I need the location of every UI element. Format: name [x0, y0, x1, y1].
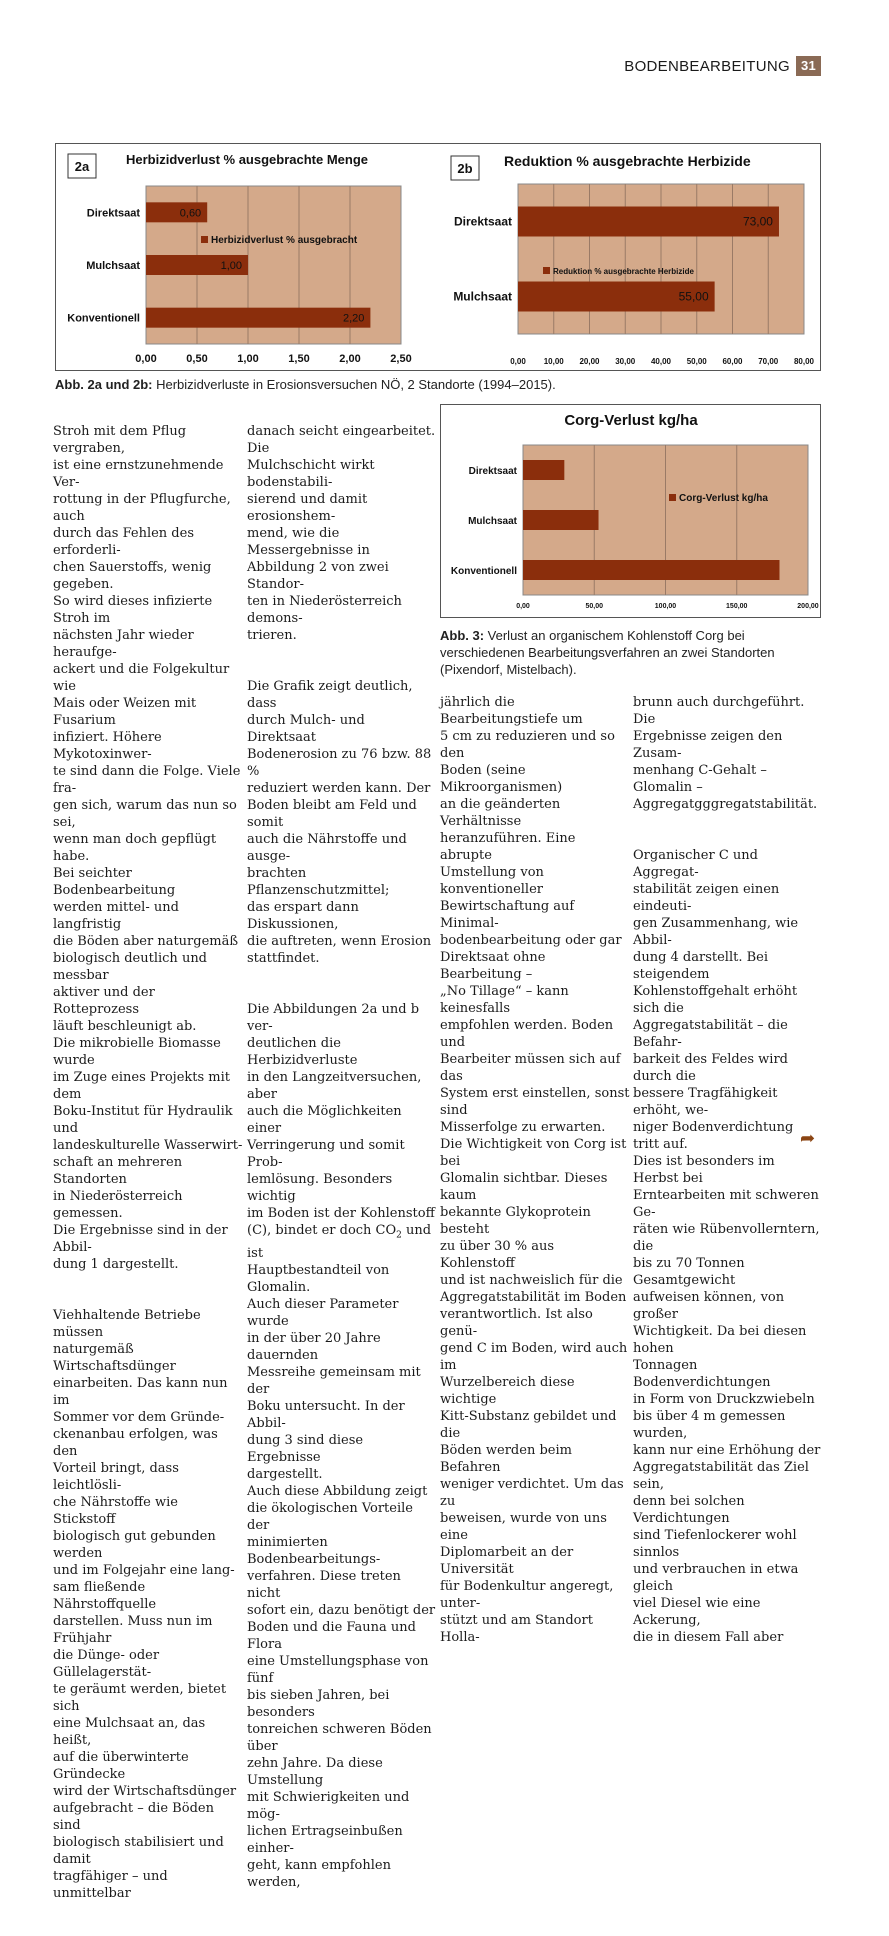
- y-category-label: Direktsaat: [86, 207, 140, 220]
- x-tick-label: 70,00: [758, 357, 779, 366]
- x-tick-label: 2,00: [339, 353, 361, 365]
- figure-3-box: [440, 404, 821, 618]
- x-tick-label: 30,00: [615, 357, 636, 366]
- x-tick-label: 200,00: [797, 603, 819, 610]
- paragraph: Organischer C und Aggregat- stabilität zeigen einen eindeuti- gen Zusammenhang, wie Abbil- dung 4 darstellt. Bei steigendem Kohlenstoffgehalt erhöht sich die Aggregatstabilität – die Befahr- barkeit des Feldes wird durch die bessere Tragfähigkeit erhöht, we- niger Bodenverdichtung tritt auf. Dies ist besonders im Herbst bei Erntearbeiten mit schweren Ge- räten wie Rübenvollerntern, die bis zu 70 Tonnen Gesamtgewicht aufweisen können, von großer Wichtigkeit. Da bei diesen hohen Tonnagen Bodenverdichtungen in Form von Druckzwiebeln bis über 4 m gemessen wurden, kann nur eine Erhöhung der Aggregatstabilität das Ziel sein, denn bei solchen Verdichtungen sind Tiefenlockerer wohl sinnlos und verbrauchen in etwa gleich viel Diesel wie eine Ackerung, die in diesem Fall aber: [633, 848, 821, 1645]
- legend-label: Herbizidverlust % ausgebracht: [211, 235, 358, 246]
- data-label: 1,00: [220, 260, 242, 272]
- bar: [523, 460, 564, 480]
- figure-3-caption-label: Abb. 3:: [440, 628, 485, 643]
- text-column-3: [440, 677, 630, 1680]
- x-tick-label: 1,50: [288, 353, 310, 365]
- y-category-label: Direktsaat: [453, 214, 512, 229]
- text-column-2: [247, 406, 437, 1925]
- figure-tag: 2b: [457, 161, 473, 176]
- paragraph: Die Grafik zeigt deutlich, dass durch Mulch- und Direktsaat Bodenerosion zu 76 bzw. 88 % reduziert werden kann. Der Boden bleibt am Feld und somit auch die Nährstoffe und ausge- brachten Pflanzenschutzmittel; das erspart dann Diskussionen, die auftreten, wenn Erosion stattfindet.: [247, 679, 432, 966]
- x-tick-label: 50,00: [686, 357, 707, 366]
- text-column-1: [53, 406, 243, 1936]
- subscript: 2: [396, 1230, 402, 1241]
- legend-label: Corg-Verlust kg/ha: [679, 493, 768, 504]
- paragraph: Stroh mit dem Pflug vergraben, ist eine ernstzunehmende Ver- rottung in der Pflugfurche, auch durch das Fehlen des erforderli- chen Sauerstoffs, wenig gegeben. So wird dieses infizierte Stroh im nächsten Jahr wieder heraufge- ackert und die Folgekultur wie Mais oder Weizen mit Fusarium infiziert. Höhere Mykotoxinwer- te sind dann die Folge. Viele fra- gen sich, warum das nun so sei, wenn man doch gepflügt habe. Bei seichter Bodenbearbeitung werden mittel- und langfristig die Böden aber naturgemäß biologisch deutlich und messbar aktiver und der Rotteprozess läuft beschleunigt ab. Die mikrobielle Biomasse wurde im Zuge eines Projekts mit dem Boku-Institut für Hydraulik und landeskulturelle Wasserwirt- schaft an mehreren Standorten in Niederösterreich gemessen. Die Ergebnisse sind in der Abbil- dung 1 dargestellt.: [53, 424, 243, 1272]
- x-tick-label: 40,00: [650, 357, 672, 366]
- chart-title: Herbizidverlust % ausgebrachte Menge: [126, 152, 369, 167]
- x-tick-label: 1,00: [237, 353, 259, 365]
- x-tick-label: 0,00: [135, 353, 157, 365]
- figure-2-caption-text: Herbizidverluste in Erosionsversuchen NÖ, 2 Standorte (1994–2015).: [152, 377, 556, 392]
- data-label: 0,60: [179, 207, 202, 220]
- y-category-label: Mulchsaat: [453, 289, 512, 304]
- x-tick-label: 50,00: [585, 603, 604, 610]
- bar: [518, 207, 779, 237]
- y-category-label: Konventionell: [67, 312, 140, 325]
- page-number: 31: [796, 56, 821, 76]
- x-tick-label: 0,00: [516, 603, 530, 610]
- section-title: BODENBEARBEITUNG: [624, 57, 790, 75]
- legend-swatch: [201, 236, 208, 243]
- chart-title: Corg-Verlust kg/ha: [564, 412, 698, 429]
- figure-2-box: [55, 143, 821, 371]
- y-category-label: Direktsaat: [468, 466, 517, 477]
- paragraph: jährlich die Bearbeitungstiefe um 5 cm zu reduzieren und so den Boden (seine Mikroorganismen) an die geänderten Verhältnisse heranzuführen. Eine abrupte Umstellung von konventioneller Bewirtschaftung auf Minimal- bodenbearbeitung oder gar Direktsaat ohne Bearbeitung – „No Tillage“ – kann keinesfalls empfohlen werden. Boden und Bearbeiter müssen sich auf das System erst einstellen, sonst sind Misserfolge zu erwarten. Die Wichtigkeit von Corg ist bei Glomalin sichtbar. Dieses kaum bekannte Glykoprotein besteht zu über 30 % aus Kohlenstoff und ist nachweislich für die Aggregatstabilität im Boden verantwortlich. Ist also genü- gend C im Boden, wird auch im Wurzelbereich diese wichtige Kitt-Substanz gebildet und die Böden werden beim Befahren weniger verdichtet. Um das zu beweisen, wurde von uns eine Diplomarbeit an der Universität für Bodenkultur angeregt, unter- stützt und am Standort Holla-: [440, 695, 630, 1645]
- paragraph: Viehhaltende Betriebe müssen naturgemäß Wirtschaftsdünger einarbeiten. Das kann nun im Sommer vor dem Gründe- ckenanbau erfolgen, was den Vorteil bringt, dass leichtlösli- che Nährstoffe wie Stickstoff biologisch gut gebunden werden und im Folgejahr eine lang- sam fließende Nährstoffquelle darstellen. Muss nun im Frühjahr die Dünge- oder Güllelagerstät- te geräumt werden, bietet sich eine Mulchsaat an, das heißt, auf die überwinterte Gründecke wird der Wirtschaftsdünger aufgebracht – die Böden sind biologisch stabilisiert und damit tragfähiger – und unmittelbar: [53, 1308, 237, 1901]
- x-tick-label: 80,00: [793, 357, 815, 366]
- page-header: [624, 56, 821, 76]
- paragraph: brunn auch durchgeführt. Die Ergebnisse zeigen den Zusam- menhang C-Gehalt – Glomalin – Aggregatgggregatstabilität.: [633, 695, 818, 812]
- data-label: 73,00: [742, 214, 773, 229]
- bar: [523, 560, 780, 580]
- figure-2-caption: [55, 376, 825, 393]
- arrow-right-icon: ➦: [800, 1128, 816, 1149]
- y-category-label: Mulchsaat: [468, 516, 517, 527]
- figure-2-caption-label: Abb. 2a und 2b:: [55, 377, 153, 392]
- x-tick-label: 150,00: [726, 603, 748, 610]
- x-tick-label: 10,00: [543, 357, 564, 366]
- legend-swatch: [669, 494, 676, 501]
- x-tick-label: 100,00: [654, 603, 677, 610]
- bar: [146, 308, 370, 328]
- x-tick-label: 0,00: [510, 357, 526, 366]
- y-category-label: Konventionell: [450, 566, 517, 577]
- data-label: 55,00: [678, 289, 709, 304]
- x-tick-label: 20,00: [579, 357, 600, 366]
- x-tick-label: 0,50: [186, 353, 208, 365]
- text-column-4: [633, 677, 823, 1680]
- figure-2-charts: [56, 144, 820, 370]
- paragraph: [247, 1001, 437, 1891]
- paragraph: danach seicht eingearbeitet. Die Mulchschicht wirkt bodenstabili- sierend und damit erosionshem- mend, wie die Messergebnisse in Abbildung 2 von zwei Standor- ten in Niederösterreich demons- trieren.: [247, 424, 436, 643]
- legend-swatch: [543, 267, 550, 274]
- chart-title: Reduktion % ausgebrachte Herbizide: [504, 153, 751, 169]
- x-tick-label: 2,50: [390, 353, 412, 365]
- legend-label: Reduktion % ausgebrachte Herbizide: [553, 267, 694, 276]
- paragraph-part: und ist Hauptbestandteil von Glomalin. Auch dieser Parameter wurde in der über 20 Jahre dauernden Messreihe gemeinsam mit der Boku untersucht. In der Abbil- dung 3 sind diese Ergebnisse dargestellt. Auch diese Abbildung zeigt die ökologischen Vorteile der minimierten Bodenbearbeitungs- verfahren. Diese treten nicht sofort ein, dazu benötigt der Boden und die Fauna und Flora eine Umstellungsphase von fünf bis sieben Jahren, bei besonders tonreichen schweren Böden über zehn Jahre. Da diese Umstellung mit Schwierigkeiten und mög- lichen Ertragseinbußen einher- geht, kann empfohlen werden,: [247, 1223, 436, 1890]
- figure-3-caption: [440, 627, 825, 678]
- x-tick-label: 60,00: [722, 357, 743, 366]
- bar: [523, 510, 599, 530]
- figure-3-chart: [441, 405, 820, 617]
- paragraph-part: Die Abbildungen 2a und b ver- deutlichen die Herbizidverluste in den Langzeitversuchen, aber auch die Möglichkeiten einer Verringerung und somit Prob- lemlösung. Besonders wichtig im Boden ist der Kohlenstoff (C), bindet er doch CO: [247, 1002, 435, 1238]
- data-label: 2,20: [342, 312, 365, 325]
- figure-3-caption-text: Verlust an organischem Kohlenstoff Corg bei verschiedenen Bearbeitungsverfahren an zwei Standorten (Pixendorf, Mistelbach).: [440, 628, 775, 677]
- figure-tag: 2a: [74, 159, 90, 174]
- y-category-label: Mulchsaat: [86, 260, 140, 272]
